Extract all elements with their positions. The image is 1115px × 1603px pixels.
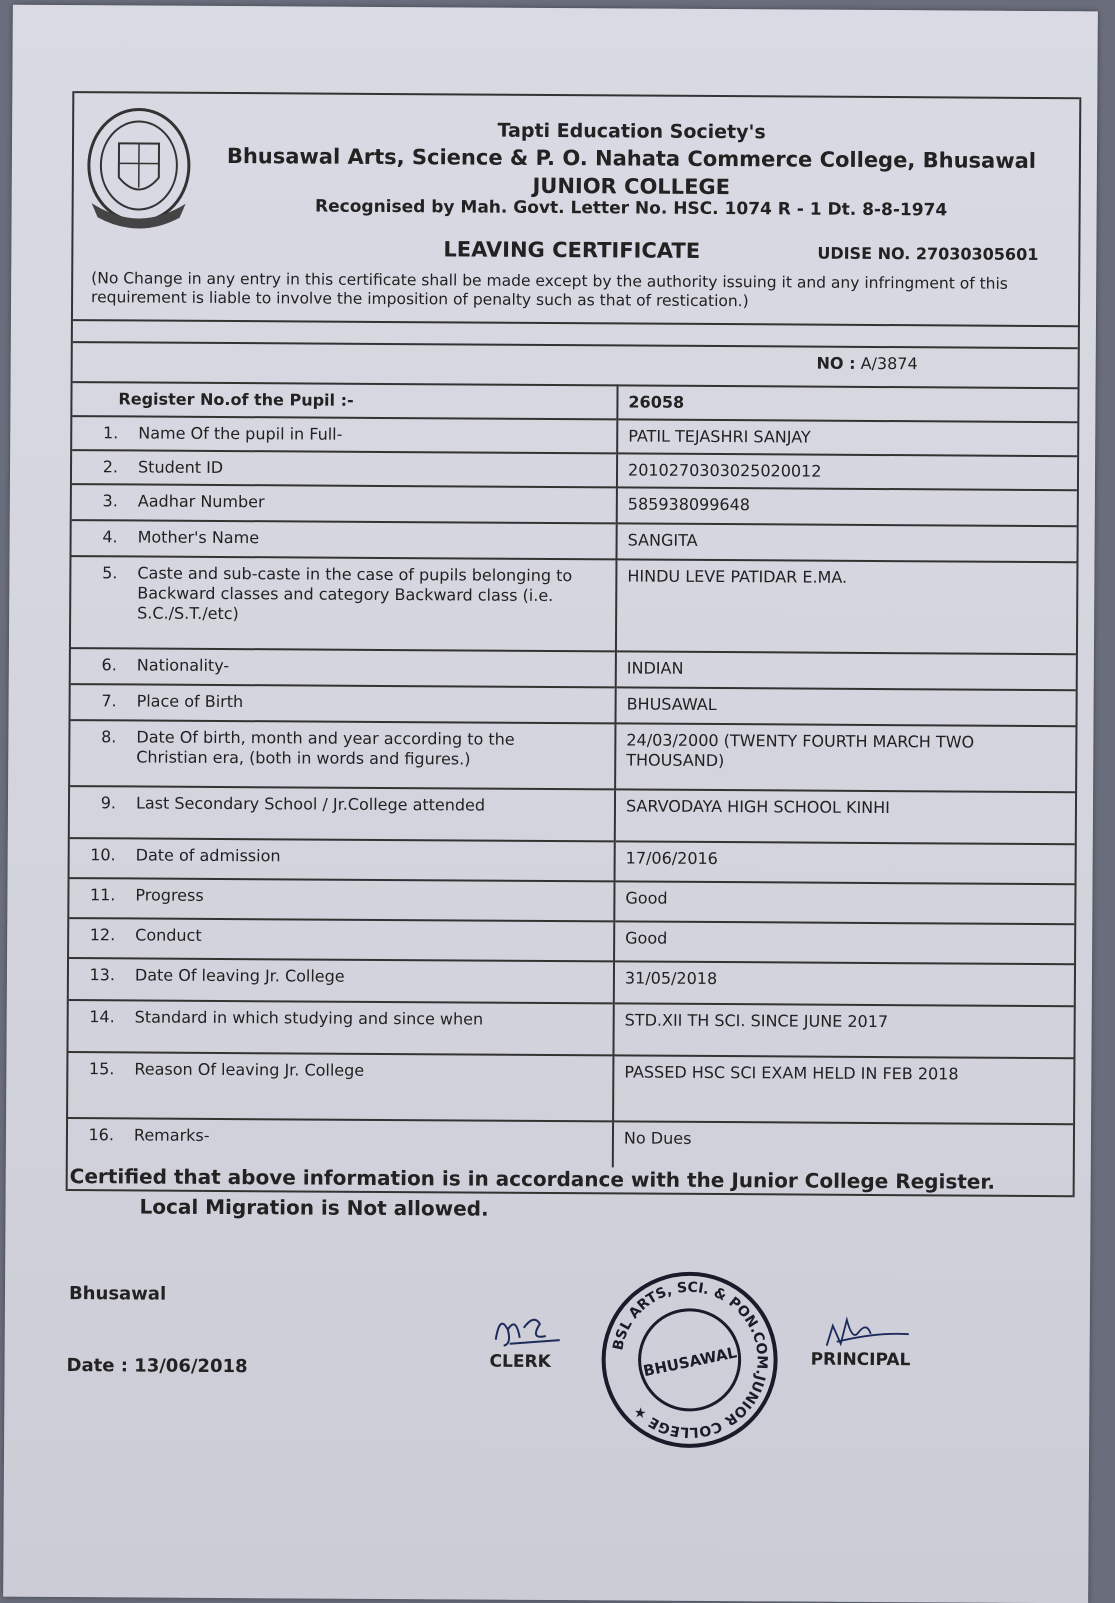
detail-number: 8. <box>78 727 116 746</box>
detail-label-text: Conduct <box>135 925 575 948</box>
detail-label <box>71 648 616 687</box>
detail-value: STD.XII TH SCI. SINCE JUNE 2017 <box>613 1003 1073 1058</box>
principal-label: PRINCIPAL <box>811 1350 911 1371</box>
detail-row <box>68 1052 1073 1124</box>
recognition-text: Recognised by Mah. Govt. Letter No. HSC. 1074 R - 1 Dt. 8-8-1974 <box>194 196 1069 221</box>
detail-label-text: Reason Of leaving Jr. College <box>134 1059 574 1082</box>
detail-label <box>69 958 614 1003</box>
detail-value: INDIAN <box>616 651 1076 690</box>
detail-number: 7. <box>79 691 117 710</box>
college-seal-icon <box>594 1264 785 1455</box>
detail-number: 4. <box>80 527 118 546</box>
certificate-number-value: A/3874 <box>861 354 918 373</box>
detail-value: 24/03/2000 (TWENTY FOURTH MARCH TWO THOUSAND) <box>615 723 1075 792</box>
detail-label <box>72 520 617 559</box>
detail-value: SANGITA <box>616 523 1076 562</box>
detail-label-text: Place of Birth <box>137 691 577 714</box>
detail-value: PATIL TEJASHRI SANJAY <box>617 419 1077 456</box>
detail-label-text: Date of admission <box>136 845 576 868</box>
detail-number: 11. <box>77 885 115 904</box>
detail-label <box>70 786 615 841</box>
detail-value: 20102703030250200​12 <box>617 453 1077 490</box>
detail-label-text: Name Of the pupil in Full- <box>138 423 578 446</box>
issue-date <box>66 1355 247 1377</box>
certificate-number <box>817 354 918 374</box>
detail-number: 1. <box>80 423 118 442</box>
detail-value: 31/05/2018 <box>614 961 1074 1006</box>
detail-label-text: Nationality- <box>137 655 577 678</box>
detail-label-text: Mother's Name <box>138 527 578 550</box>
certification-statement <box>69 1161 995 1227</box>
detail-number: 2. <box>80 457 118 476</box>
detail-label <box>70 838 615 881</box>
date-label: Date : <box>66 1355 128 1376</box>
detail-value: PASSED HSC SCI EXAM HELD IN FEB 2018 <box>613 1055 1073 1124</box>
detail-label-text: Last Secondary School / Jr.College attended <box>136 793 576 816</box>
detail-number: 5. <box>79 563 117 582</box>
svg-text:BSL ARTS, SCI. & PON.COM.JUNIO: BSL ARTS, SCI. & PON.COM.JUNIOR COLLEGE ★ <box>610 1279 771 1440</box>
detail-label <box>68 1118 613 1167</box>
detail-row <box>69 918 1074 964</box>
detail-row <box>72 484 1077 526</box>
detail-label-text: Progress <box>135 885 575 908</box>
detail-label <box>68 1052 613 1121</box>
certification-line-1: Certified that above information is in accordance with the Junior College Register. <box>70 1161 995 1197</box>
detail-label <box>71 556 617 651</box>
detail-row <box>68 1000 1073 1058</box>
detail-label-text: Date Of birth, month and year according to the Christian era, (both in words and figures.) <box>136 727 576 770</box>
detail-number: 13. <box>77 965 115 984</box>
detail-number: 16. <box>76 1125 114 1144</box>
detail-label <box>72 416 617 453</box>
udise-number: UDISE NO. 27030305601 <box>817 244 1038 264</box>
college-name: Bhusawal Arts, Science & P. O. Nahata Commerce College, Bhusawal <box>194 144 1069 173</box>
certificate-paper <box>3 5 1098 1603</box>
detail-value: No Dues <box>613 1121 1073 1170</box>
detail-row <box>71 556 1077 654</box>
detail-label <box>68 1000 613 1055</box>
certificate-title: LEAVING CERTIFICATE <box>443 237 700 263</box>
detail-number: 10. <box>78 845 116 864</box>
detail-label-text: Standard in which studying and since when <box>135 1007 575 1030</box>
detail-row <box>70 786 1075 844</box>
detail-label-text: Caste and sub-caste in the case of pupils belonging to Backward classes and category Backward class (i.e. S.C./S.T./etc) <box>137 563 577 626</box>
detail-label-text: Date Of leaving Jr. College <box>135 965 575 988</box>
pupil-details-table <box>68 381 1078 1170</box>
register-label: Register No.of the Pupil :- <box>72 382 617 419</box>
detail-number: 15. <box>76 1059 114 1078</box>
certificate-frame <box>66 91 1082 1197</box>
detail-number: 9. <box>78 793 116 812</box>
college-section: JUNIOR COLLEGE <box>194 172 1069 201</box>
college-emblem-icon <box>83 105 194 232</box>
detail-row <box>70 720 1075 792</box>
date-value: 13/06/2018 <box>134 1355 247 1377</box>
detail-number: 6. <box>79 655 117 674</box>
detail-number: 12. <box>77 925 115 944</box>
detail-label <box>69 918 614 961</box>
detail-label <box>72 484 617 523</box>
detail-label-text: Aadhar Number <box>138 491 578 514</box>
clerk-signature-icon <box>490 1310 570 1354</box>
principal-signature-icon <box>817 1312 917 1355</box>
detail-label-text: Remarks- <box>134 1125 574 1148</box>
detail-row <box>70 838 1075 884</box>
detail-value: 17/06/2016 <box>615 841 1075 884</box>
svg-text:BHUSAWAL: BHUSAWAL <box>642 1343 739 1380</box>
detail-row <box>71 648 1076 690</box>
detail-number: 3. <box>80 491 118 510</box>
detail-label-text: Student ID <box>138 457 578 480</box>
detail-label <box>72 450 617 487</box>
detail-label <box>69 878 614 921</box>
detail-label <box>71 684 616 723</box>
detail-label <box>70 720 615 789</box>
detail-value: Good <box>614 881 1074 924</box>
no-change-note: (No Change in any entry in this certificate shall be made except by the authority issuing it and any infringment of this requirement is liable to involve the imposition of penalty such as that of restication.) <box>91 269 1058 313</box>
detail-row <box>69 958 1074 1006</box>
detail-value: BHUSAWAL <box>615 687 1075 726</box>
register-value: 26058 <box>617 385 1077 422</box>
certification-line-2: Local Migration is Not allowed. <box>69 1191 994 1227</box>
society-name: Tapti Education Society's <box>194 118 1069 145</box>
detail-value: 585938099648 <box>617 487 1077 526</box>
clerk-label: CLERK <box>490 1352 551 1372</box>
detail-row <box>69 878 1074 924</box>
detail-value: Good <box>614 921 1074 964</box>
detail-value: HINDU LEVE PATIDAR E.MA. <box>616 559 1077 654</box>
detail-row <box>72 520 1077 562</box>
detail-number: 14. <box>77 1007 115 1026</box>
detail-row <box>71 684 1076 726</box>
certificate-number-label: NO : <box>817 354 856 373</box>
place: Bhusawal <box>69 1283 166 1305</box>
detail-value: SARVODAYA HIGH SCHOOL KINHI <box>615 789 1075 844</box>
